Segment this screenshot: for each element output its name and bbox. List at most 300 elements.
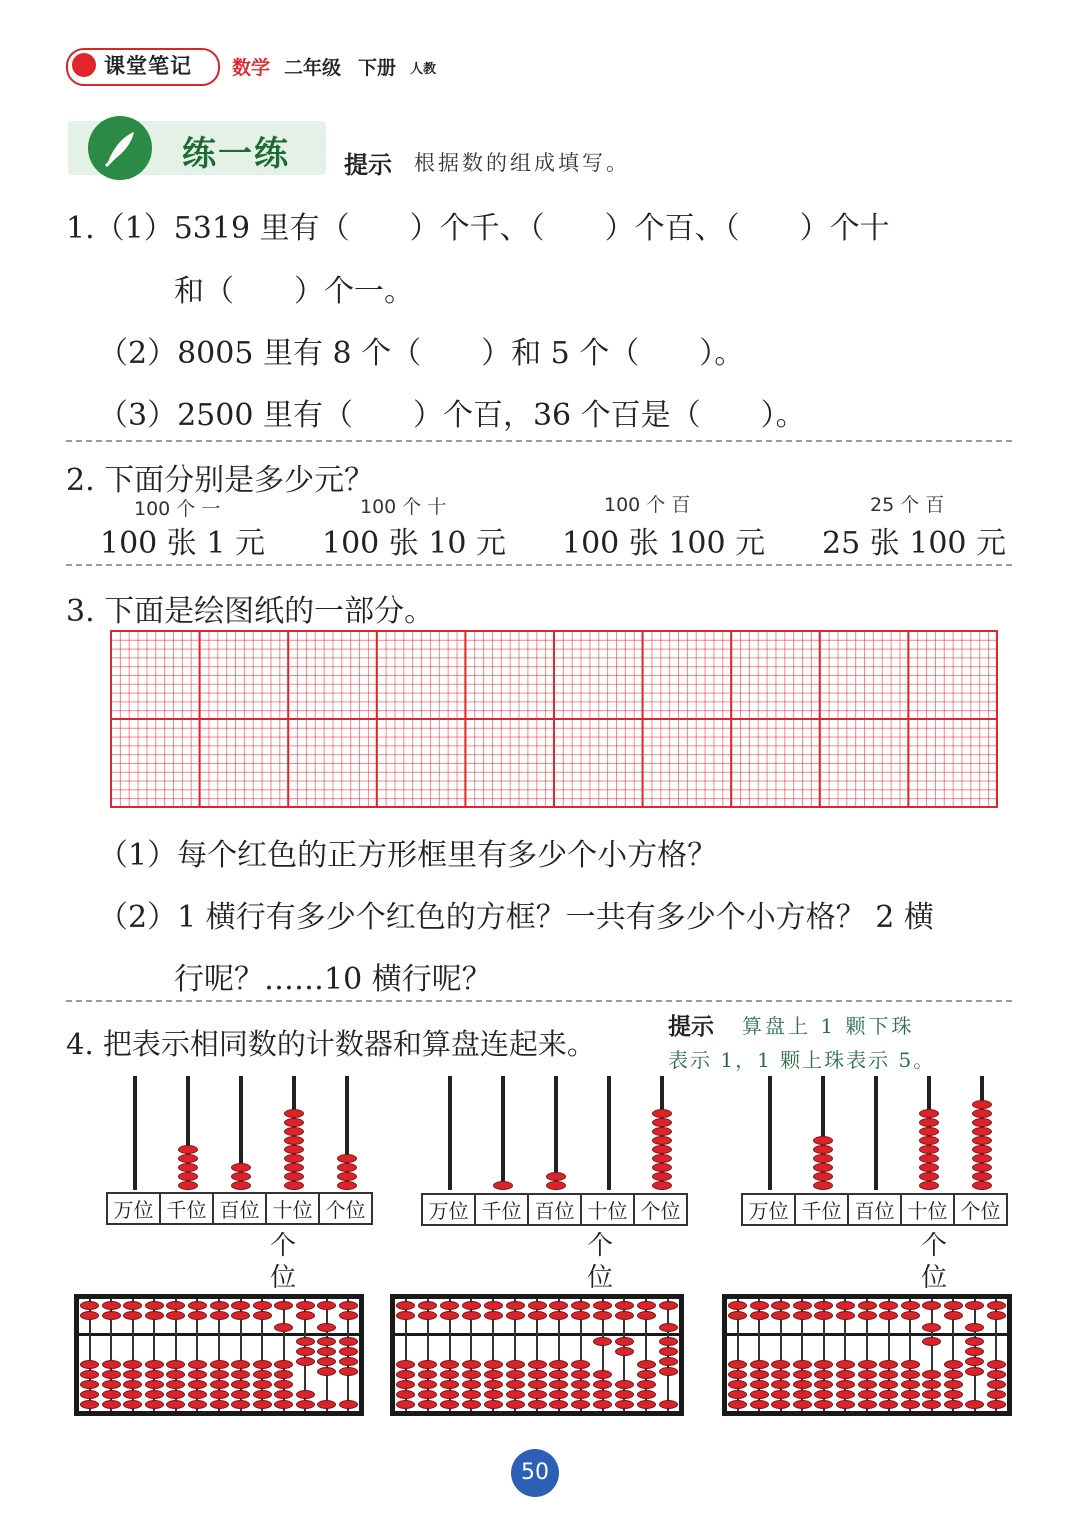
unit-label-bottom: 位 [586, 1263, 613, 1293]
q2-item: 100 张 10 元 [322, 526, 507, 561]
abacus-lower-bead [484, 1370, 503, 1379]
counter-bead [972, 1172, 992, 1181]
grade-label: 二年级 [284, 57, 342, 79]
abacus-lower-bead [102, 1390, 121, 1399]
abacus-lower-bead [210, 1390, 229, 1399]
place-label: 万位 [107, 1193, 160, 1224]
q1-line-2: 和（ ）个一。 [174, 274, 414, 309]
abacus-upper-bead [615, 1311, 634, 1320]
abacus-lower-bead [102, 1370, 121, 1379]
q3-sub-2: （2）1 横行有多少个红色的方框？一共有多少个小方格？ 2 横 [98, 900, 934, 935]
counter-bead [972, 1109, 992, 1118]
abacus-lower-bead [771, 1400, 790, 1409]
abacus-upper-bead [944, 1311, 963, 1320]
q3-title: 3. 下面是绘图纸的一部分。 [66, 594, 435, 629]
q3-sub-1: （1）每个红色的正方形框里有多少个小方格？ [98, 838, 718, 873]
counter-bead [919, 1154, 939, 1163]
counter-rod [133, 1076, 137, 1190]
abacus-lower-bead [506, 1400, 525, 1409]
tip-label: 提示 [344, 151, 392, 179]
abacus-lower-bead [615, 1380, 634, 1389]
abacus-lower-bead [145, 1390, 164, 1399]
abacus-lower-bead [549, 1400, 568, 1409]
abacus-lower-bead [879, 1370, 898, 1379]
abacus-lower-bead [571, 1390, 590, 1399]
abacus-lower-bead [987, 1390, 1006, 1399]
abacus-upper-bead [317, 1301, 336, 1310]
abacus-lower-bead [922, 1380, 941, 1389]
place-label: 百位 [213, 1193, 266, 1224]
abacus-upper-bead [944, 1301, 963, 1310]
abacus-lower-bead [901, 1390, 920, 1399]
counter-bead [919, 1127, 939, 1136]
abacus-lower-bead [440, 1370, 459, 1379]
graph-paper [110, 630, 998, 808]
counter-bead [813, 1145, 833, 1154]
counter-bead [652, 1163, 672, 1172]
q4-tip-line-1: 算盘上 1 颗下珠 [742, 1014, 915, 1038]
abacus-lower-bead [814, 1400, 833, 1409]
abacus-upper-bead [549, 1311, 568, 1320]
abacus-lower-bead [440, 1380, 459, 1389]
page-number: 50 [511, 1449, 559, 1497]
abacus-lower-bead [814, 1370, 833, 1379]
abacus-lower-bead [615, 1337, 634, 1346]
place-label: 千位 [160, 1193, 213, 1224]
abacus-upper-bead [145, 1301, 164, 1310]
counter-bead [652, 1172, 672, 1181]
counter-bead [972, 1127, 992, 1136]
abacus-upper-bead [879, 1311, 898, 1320]
counter-place-table [421, 1193, 688, 1226]
counter-rod [607, 1076, 611, 1190]
abacus-lower-bead [339, 1347, 358, 1356]
counter-rod [448, 1076, 452, 1190]
abacus-lower-bead [396, 1360, 415, 1369]
abacus-lower-bead [571, 1380, 590, 1389]
abacus-lower-bead [253, 1360, 272, 1369]
abacus-upper-bead [123, 1311, 142, 1320]
counter-rod [874, 1076, 878, 1190]
abacus-lower-bead [418, 1360, 437, 1369]
abacus-upper-bead [418, 1311, 437, 1320]
abacus-upper-bead [123, 1301, 142, 1310]
counter-bead [652, 1136, 672, 1145]
counter-bead [231, 1172, 251, 1181]
abacus-lower-bead [922, 1390, 941, 1399]
abacus-lower-bead [615, 1390, 634, 1399]
abacus-upper-bead [80, 1301, 99, 1310]
abacus-upper-bead [901, 1311, 920, 1320]
q4-title: 4. 把表示相同数的计数器和算盘连起来。 [66, 1027, 596, 1061]
abacus-upper-bead [484, 1301, 503, 1310]
abacus-lower-bead [879, 1380, 898, 1389]
abacus-lower-bead [750, 1400, 769, 1409]
abacus-lower-bead [771, 1380, 790, 1389]
abacus-lower-bead [102, 1400, 121, 1409]
abacus-lower-bead [771, 1370, 790, 1379]
abacus-upper-bead [728, 1311, 747, 1320]
abacus-lower-bead [659, 1337, 678, 1346]
q2-note: 25 个 百 [870, 494, 945, 516]
abacus-upper-bead [145, 1311, 164, 1320]
abacus-lower-bead [901, 1370, 920, 1379]
counter-bead [972, 1154, 992, 1163]
abacus-upper-bead [728, 1301, 747, 1310]
abacus-lower-bead [462, 1380, 481, 1389]
counter-bead [284, 1136, 304, 1145]
abacus-lower-bead [396, 1390, 415, 1399]
q4-tip-line-2: 表示 1，1 颗上珠表示 5。 [668, 1048, 936, 1072]
abacus-lower-bead [965, 1347, 984, 1356]
abacus-lower-bead [793, 1360, 812, 1369]
abacus-upper-bead [317, 1323, 336, 1332]
abacus-lower-bead [858, 1380, 877, 1389]
abacus-lower-bead [166, 1390, 185, 1399]
abacus-upper-bead [166, 1301, 185, 1310]
abacus-upper-bead [987, 1311, 1006, 1320]
abacus-lower-bead [484, 1360, 503, 1369]
abacus-lower-bead [210, 1370, 229, 1379]
q2-title: 2. 下面分别是多少元？ [66, 463, 375, 498]
abacus-lower-bead [571, 1400, 590, 1409]
abacus-lower-bead [231, 1390, 250, 1399]
abacus-lower-bead [231, 1360, 250, 1369]
abacus-lower-bead [123, 1380, 142, 1389]
q2-item: 100 张 1 元 [100, 526, 265, 561]
abacus-lower-bead [637, 1360, 656, 1369]
q1-line-1: 1.（1）5319 里有（ ）个千、（ ）个百、（ ）个十 [66, 211, 890, 246]
q2-note: 100 个 一 [134, 498, 221, 520]
abacus-upper-bead [274, 1323, 293, 1332]
abacus-upper-bead [571, 1311, 590, 1320]
abacus-upper-bead [593, 1311, 612, 1320]
abacus-lower-bead [879, 1360, 898, 1369]
counter-bead [284, 1127, 304, 1136]
abacus-upper-bead [231, 1301, 250, 1310]
counter-bead [493, 1181, 513, 1190]
abacus-upper-bead [166, 1311, 185, 1320]
place-label: 个位 [319, 1193, 372, 1224]
abacus-lower-bead [571, 1370, 590, 1379]
unit-label-top: 个 [269, 1231, 296, 1261]
abacus-lower-bead [188, 1400, 207, 1409]
abacus-lower-bead [274, 1400, 293, 1409]
abacus-upper-bead [836, 1311, 855, 1320]
counter-bead [284, 1118, 304, 1127]
abacus-lower-bead [396, 1400, 415, 1409]
abacus-upper-bead [210, 1311, 229, 1320]
counter-bead [337, 1181, 357, 1190]
abacus-upper-bead [879, 1301, 898, 1310]
abacus-upper-bead [396, 1301, 415, 1310]
counter-bead [652, 1109, 672, 1118]
abacus-lower-bead [571, 1360, 590, 1369]
abacus-lower-bead [944, 1400, 963, 1409]
pen-icon [88, 116, 152, 180]
abacus-lower-bead [102, 1360, 121, 1369]
abacus [74, 1294, 364, 1416]
place-label: 万位 [422, 1194, 475, 1225]
counter-bead [178, 1172, 198, 1181]
tip-text: 根据数的组成填写。 [414, 151, 630, 175]
abacus-lower-bead [728, 1370, 747, 1379]
counter-bead [813, 1154, 833, 1163]
abacus-lower-bead [549, 1380, 568, 1389]
abacus-lower-bead [80, 1380, 99, 1389]
unit-label-top: 个 [920, 1231, 947, 1261]
counter-bead [919, 1172, 939, 1181]
counter-bead [919, 1181, 939, 1190]
q2-note: 100 个 十 [360, 496, 447, 518]
abacus-upper-bead [549, 1301, 568, 1310]
counter-bead [652, 1118, 672, 1127]
abacus-upper-bead [965, 1323, 984, 1332]
abacus-lower-bead [814, 1360, 833, 1369]
counter-bead [919, 1136, 939, 1145]
abacus-lower-bead [836, 1390, 855, 1399]
abacus-upper-bead [615, 1301, 634, 1310]
abacus-lower-bead [462, 1390, 481, 1399]
abacus-upper-bead [484, 1311, 503, 1320]
abacus-lower-bead [836, 1360, 855, 1369]
abacus-lower-bead [418, 1390, 437, 1399]
abacus-upper-bead [339, 1301, 358, 1310]
abacus-lower-bead [771, 1390, 790, 1399]
abacus-upper-bead [440, 1301, 459, 1310]
abacus-lower-bead [145, 1400, 164, 1409]
counter-bead [972, 1118, 992, 1127]
abacus-upper-bead [571, 1301, 590, 1310]
abacus-upper-bead [296, 1311, 315, 1320]
abacus-lower-bead [750, 1380, 769, 1389]
unit-label-bottom: 位 [920, 1263, 947, 1293]
abacus-lower-bead [166, 1360, 185, 1369]
counter-rod [501, 1076, 505, 1190]
abacus-lower-bead [506, 1360, 525, 1369]
divider [66, 440, 1012, 442]
abacus-lower-bead [396, 1370, 415, 1379]
abacus-lower-bead [793, 1380, 812, 1389]
abacus-lower-bead [987, 1360, 1006, 1369]
divider [66, 1000, 1012, 1002]
abacus-lower-bead [728, 1380, 747, 1389]
q2-item: 25 张 100 元 [822, 526, 1007, 561]
abacus-lower-bead [210, 1400, 229, 1409]
abacus-lower-bead [484, 1380, 503, 1389]
abacus-lower-bead [506, 1370, 525, 1379]
abacus-lower-bead [528, 1360, 547, 1369]
abacus-lower-bead [166, 1380, 185, 1389]
counter-bead [337, 1154, 357, 1163]
counter-bead [178, 1145, 198, 1154]
place-label: 万位 [742, 1194, 795, 1225]
counter-bead [652, 1154, 672, 1163]
abacus-upper-bead [814, 1301, 833, 1310]
abacus-lower-bead [231, 1400, 250, 1409]
abacus-lower-bead [944, 1380, 963, 1389]
subject-label: 数学 [232, 57, 271, 79]
abacus-lower-bead [339, 1400, 358, 1409]
abacus-lower-bead [637, 1390, 656, 1399]
place-label: 百位 [848, 1194, 901, 1225]
abacus-lower-bead [462, 1370, 481, 1379]
abacus-lower-bead [836, 1380, 855, 1389]
abacus-lower-bead [528, 1380, 547, 1389]
abacus-lower-bead [188, 1360, 207, 1369]
abacus-lower-bead [965, 1337, 984, 1346]
abacus-lower-bead [659, 1367, 678, 1376]
abacus-upper-bead [188, 1311, 207, 1320]
abacus-lower-bead [274, 1380, 293, 1389]
abacus-lower-bead [274, 1360, 293, 1369]
abacus-upper-bead [659, 1323, 678, 1332]
counter-bead [231, 1181, 251, 1190]
abacus-upper-bead [922, 1323, 941, 1332]
brand-logo-icon [72, 53, 96, 77]
section-title: 练一练 [182, 134, 290, 174]
abacus-lower-bead [750, 1390, 769, 1399]
counter-bead [972, 1163, 992, 1172]
abacus-lower-bead [858, 1360, 877, 1369]
abacus-lower-bead [879, 1400, 898, 1409]
abacus-lower-bead [253, 1390, 272, 1399]
abacus-upper-bead [901, 1301, 920, 1310]
abacus-upper-bead [396, 1311, 415, 1320]
abacus-lower-bead [901, 1380, 920, 1389]
abacus-lower-bead [440, 1400, 459, 1409]
counter-bead [337, 1163, 357, 1172]
abacus-upper-bead [814, 1311, 833, 1320]
counter-bead [284, 1172, 304, 1181]
abacus-lower-bead [145, 1370, 164, 1379]
abacus-upper-bead [253, 1301, 272, 1310]
q1-line-3: （2）8005 里有 8 个（ ）和 5 个（ ）。 [98, 336, 745, 371]
abacus-lower-bead [339, 1367, 358, 1376]
abacus-lower-bead [80, 1370, 99, 1379]
counter-bead [972, 1100, 992, 1109]
abacus-lower-bead [440, 1390, 459, 1399]
abacus-lower-bead [123, 1370, 142, 1379]
counter-bead [178, 1163, 198, 1172]
abacus-lower-bead [987, 1380, 1006, 1389]
abacus-lower-bead [231, 1380, 250, 1389]
counter-place-table [741, 1193, 1008, 1226]
abacus-lower-bead [317, 1400, 336, 1409]
counter-bead [919, 1109, 939, 1118]
abacus-upper-bead [637, 1311, 656, 1320]
abacus-lower-bead [593, 1380, 612, 1389]
abacus-upper-bead [771, 1311, 790, 1320]
abacus-upper-bead [528, 1301, 547, 1310]
counter-bead [972, 1181, 992, 1190]
counter-bead [284, 1109, 304, 1118]
abacus-upper-bead [462, 1301, 481, 1310]
abacus-lower-bead [659, 1347, 678, 1356]
abacus-lower-bead [637, 1370, 656, 1379]
abacus-lower-bead [814, 1380, 833, 1389]
counter-bead [919, 1145, 939, 1154]
abacus-lower-bead [728, 1400, 747, 1409]
place-label: 个位 [634, 1194, 687, 1225]
abacus-lower-bead [944, 1360, 963, 1369]
abacus-lower-bead [166, 1400, 185, 1409]
divider [66, 564, 1012, 566]
abacus-upper-bead [274, 1301, 293, 1310]
abacus-upper-bead [440, 1311, 459, 1320]
abacus-lower-bead [965, 1400, 984, 1409]
abacus-lower-bead [793, 1390, 812, 1399]
abacus-lower-bead [231, 1370, 250, 1379]
counter-bead [652, 1145, 672, 1154]
abacus-upper-bead [637, 1301, 656, 1310]
counter-bead [546, 1172, 566, 1181]
abacus [722, 1294, 1012, 1416]
abacus-lower-bead [858, 1370, 877, 1379]
brand-name: 课堂笔记 [104, 54, 192, 78]
abacus-lower-bead [145, 1380, 164, 1389]
abacus-lower-bead [922, 1370, 941, 1379]
abacus-upper-bead [418, 1301, 437, 1310]
abacus-lower-bead [944, 1390, 963, 1399]
counter-bead [813, 1163, 833, 1172]
abacus-lower-bead [317, 1357, 336, 1366]
abacus-lower-bead [965, 1367, 984, 1376]
abacus-lower-bead [296, 1337, 315, 1346]
abacus-lower-bead [637, 1400, 656, 1409]
counter-bead [652, 1181, 672, 1190]
abacus-lower-bead [188, 1390, 207, 1399]
counter-bead [546, 1181, 566, 1190]
abacus-lower-bead [793, 1400, 812, 1409]
abacus-upper-bead [253, 1311, 272, 1320]
abacus-lower-bead [615, 1400, 634, 1409]
abacus-lower-bead [528, 1400, 547, 1409]
abacus-lower-bead [253, 1400, 272, 1409]
abacus-upper-bead [102, 1311, 121, 1320]
q4-tip-label: 提示 [668, 1014, 714, 1040]
abacus-lower-bead [317, 1347, 336, 1356]
abacus-lower-bead [771, 1360, 790, 1369]
counter-bead [337, 1172, 357, 1181]
counter-bead [231, 1163, 251, 1172]
abacus-upper-bead [231, 1311, 250, 1320]
abacus-lower-bead [593, 1400, 612, 1409]
abacus-lower-bead [987, 1370, 1006, 1379]
counter-bead [284, 1163, 304, 1172]
abacus-upper-bead [102, 1301, 121, 1310]
abacus-lower-bead [274, 1370, 293, 1379]
abacus-lower-bead [922, 1337, 941, 1346]
abacus-lower-bead [210, 1360, 229, 1369]
abacus-lower-bead [484, 1400, 503, 1409]
abacus-lower-bead [593, 1337, 612, 1346]
counter-rod [768, 1076, 772, 1190]
abacus-lower-bead [965, 1357, 984, 1366]
counter-bead [972, 1136, 992, 1145]
abacus-lower-bead [549, 1360, 568, 1369]
counter-bead [652, 1127, 672, 1136]
abacus-upper-bead [188, 1301, 207, 1310]
place-label: 十位 [266, 1193, 319, 1224]
abacus-lower-bead [339, 1337, 358, 1346]
abacus-upper-bead [659, 1301, 678, 1310]
abacus-upper-bead [80, 1311, 99, 1320]
counter-bead [284, 1154, 304, 1163]
abacus [390, 1294, 684, 1416]
counter-bead [178, 1181, 198, 1190]
abacus-lower-bead [462, 1400, 481, 1409]
